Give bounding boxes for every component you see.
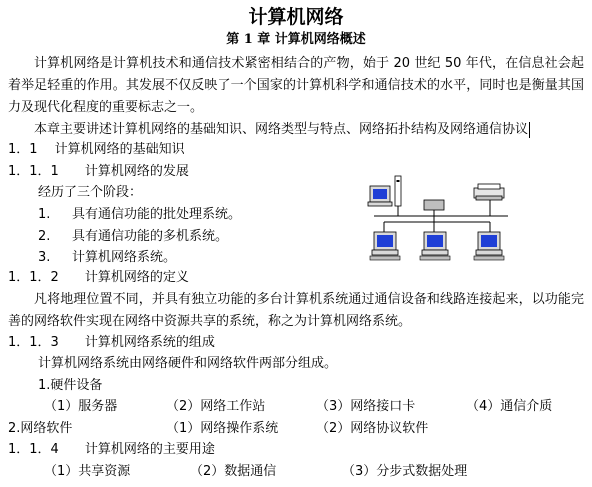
hardware-item: （4）通信介质 [466,399,553,414]
intro-paragraph-1: 计算机网络是计算机技术和通信技术紧密相结合的产物，始于 20 世纪 50 年代，在信息社会起着举足轻重的作用。其发展不仅反映了一个国家的计算机科学和通信技术的水平，同时也是衡量其国力及现代化程度的重要标志之一。 [8,56,584,115]
stage-text: 计算机网络系统。 [72,250,177,265]
hardware-item: （2）网络工作站 [166,399,266,414]
stage-text: 具有通信功能的批处理系统。 [72,207,242,222]
use-item: （2）数据通信 [190,464,277,479]
section-heading-1-1-3: 1．1．3 计算机网络系统的组成 [8,335,215,350]
workstation-icon [370,232,400,260]
hardware-item: （3）网络接口卡 [316,399,416,414]
server-icon [368,176,401,206]
composition-text: 计算机网络系统由网络硬件和网络软件两部分组成。 [38,356,338,371]
stage-item-3 [38,248,176,268]
definition-paragraph: 凡将地理位置不同，并具有独立功能的多台计算机系统通过通信设备和线路连接起来，以功能完善的网络软件实现在网络中资源共享的系统，称之为计算机网络系统。 [8,292,584,329]
intro-paragraph-2 [8,119,584,141]
workstation-icon [420,232,450,260]
intro-paragraph-2-text: 本章主要讲述计算机网络的基础知识、网络类型与特点、网络拓扑结构及网络通信协议 [34,122,529,137]
stage-number: 1. [38,207,51,222]
software-item: （2）网络协议软件 [316,421,429,436]
text-cursor [529,122,530,138]
stages-intro: 经历了三个阶段： [38,185,143,200]
hardware-heading: 1.硬件设备 [38,378,103,393]
use-item: （3）分步式数据处理 [342,464,468,479]
hardware-item: （1）服务器 [44,399,118,414]
stage-number: 3. [38,250,51,265]
document-title: 计算机网络 [248,6,344,28]
hub-icon [424,200,444,210]
network-diagram [362,174,512,266]
stage-item-2 [38,227,228,247]
section-heading-1-1-4: 1．1．4 计算机网络的主要用途 [8,442,215,457]
section-heading-1-1-2: 1．1．2 计算机网络的定义 [8,270,189,285]
section-heading-1-1-1: 1．1．1 计算机网络的发展 [8,164,189,179]
workstation-icon [474,232,504,260]
chapter-heading: 第 1 章 计算机网络概述 [226,32,366,47]
use-item: （1）共享资源 [44,464,131,479]
software-item: （1）网络操作系统 [166,421,279,436]
printer-icon [474,184,504,200]
stage-item-1 [38,205,241,225]
software-heading: 2.网络软件 [8,421,73,436]
section-heading-1-1: 1．1 计算机网络的基础知识 [8,142,185,157]
stage-number: 2. [38,229,51,244]
stage-text: 具有通信功能的多机系统。 [72,229,229,244]
